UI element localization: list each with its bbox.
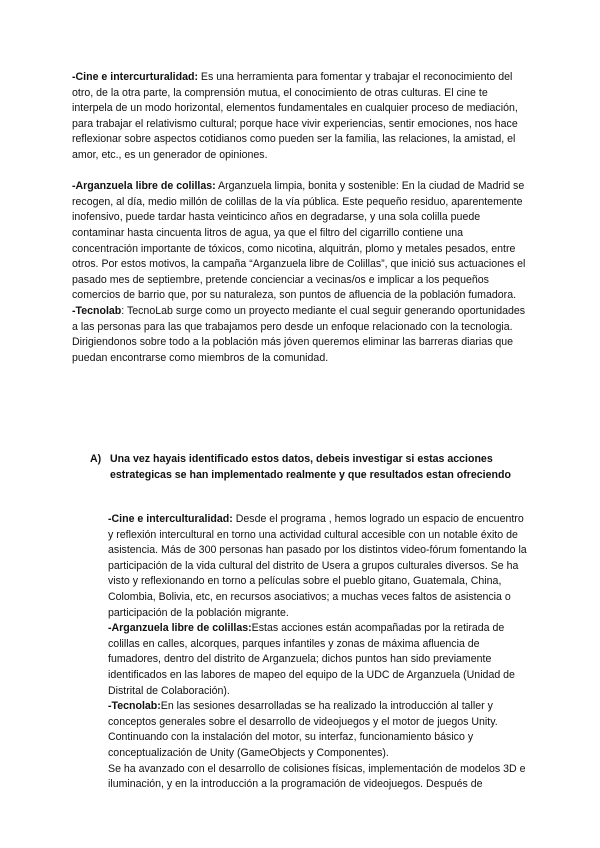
- paragraph-cine-results: [108, 512, 528, 621]
- paragraph-text: Es una herramienta para fomentar y trabajar el reconocimiento del otro, de la otra parte, la comprensión mutua, el conocimiento de otras culturas. El cine te interpela de un modo horizontal, elementos fundamentales en cualquier proceso de mediación, para trabajar el relativismo cultural; porque hace vivir experiencias, sentir emociones, nos hace reflexionar sobre aspectos cotidianos como pueden ser la familia, las relaciones, la amistad, el amor, etc., es un generador de opiniones.: [72, 71, 518, 161]
- paragraph-title: -Arganzuela libre de colillas:: [108, 622, 252, 635]
- paragraph-text: : TecnoLab surge como un proyecto mediante el cual seguir generando oportunidades a las personas para las que trabajamos pero desde un enfoque relacionado con la tecnologia. Dirigiendonos sobre todo a la población más jóven queremos eliminar las barreras diarias que puedan encontrarse como miembros de la comunidad.: [72, 304, 526, 364]
- question-a: [90, 452, 522, 483]
- implementation-results: [108, 512, 528, 793]
- paragraph-text: Arganzuela limpia, bonita y sostenible: En la ciudad de Madrid se recogen, al día, medio millón de colillas de la vía pública. Este pequeño residuo, aparentemente inofensivo, puede tardar hasta veinticinco años en degradarse, y una sola colilla puede contaminar hasta cincuenta litros de agua, ya que el filtro del cigarrillo contiene una concentración importante de tóxicos, como nicotina, alquitrán, plomo y metales pesados, entre otros. Por estos motivos, la campaña “Arganzuela libre de Colillas”, que inició sus actuaciones el pasado mes de septiembre, pretende concienciar a vecinas/os e implicar a los pequeños comercios de barrio que, por su naturaleza, son puntos de afluencia de la población fumadora.: [72, 180, 526, 302]
- paragraph-cine-intercultural: [72, 70, 528, 164]
- paragraph-text: Desde el programa , hemos logrado un espacio de encuentro y reflexión intercultural en torno una actividad cultural accesible con un notable éxito de asistencia. Más de 300 personas han pasado por los distintos video-fórum fomentando la participación de la vida cultural del distrito de Usera a grupos culturales diversos. Se ha visto y reflexionando en torno a películas sobre el pueblo gitano, Guatemala, China, Colombia, Bolivia, etc, en recursos asociativos; a muchas veces faltos de asistencia o participación de la población migrante.: [108, 513, 527, 619]
- paragraph-text: En las sesiones desarrolladas se ha realizado la introducción al taller y conceptos generales sobre el desarrollo de videojuegos y el motor de juegos Unity. Continuando con la instalación del motor, su interfaz, funcionamiento básico y conceptualización de Unity (GameObjects y Componentes).: [108, 700, 498, 759]
- paragraph-title: -Tecnolab: [72, 304, 122, 317]
- paragraph-title: -Cine e intercurturalidad:: [72, 71, 198, 83]
- paragraph-tecnolab-continued: Se ha avanzado con el desarrollo de colisiones físicas, implementación de modelos 3D e iluminación, y en la introducción a la programación de videojuegos. Después de: [108, 762, 526, 791]
- paragraph-title: -Arganzuela libre de colillas:: [72, 180, 216, 193]
- paragraph-tecnolab: [72, 304, 528, 366]
- paragraph-arganzuela-colillas: [72, 179, 528, 304]
- paragraph-title: -Cine e interculturalidad:: [108, 513, 233, 525]
- question-text: Una vez hayais identificado estos datos, debeis investigar si estas acciones estrategicas se han implementado realmente y que resultados estan ofreciendo: [110, 453, 511, 481]
- paragraph-title: -Tecnolab:: [108, 700, 161, 713]
- strategies-summary: [72, 70, 528, 366]
- paragraph-text: Estas acciones están acompañadas por la retirada de colillas en calles, alcorques, parques infantiles y zonas de máxima afluencia de fumadores, dentro del distrito de Arganzuela; dichos puntos han sido previamente identificados en las labores de mapeo del equipo de la UDC de Arganzuela (Unidad de Distrital de Colaboración).: [108, 622, 515, 697]
- paragraph-tecnolab-results: [108, 699, 528, 761]
- list-marker: A): [90, 453, 102, 465]
- paragraph-colillas-results: [108, 621, 528, 699]
